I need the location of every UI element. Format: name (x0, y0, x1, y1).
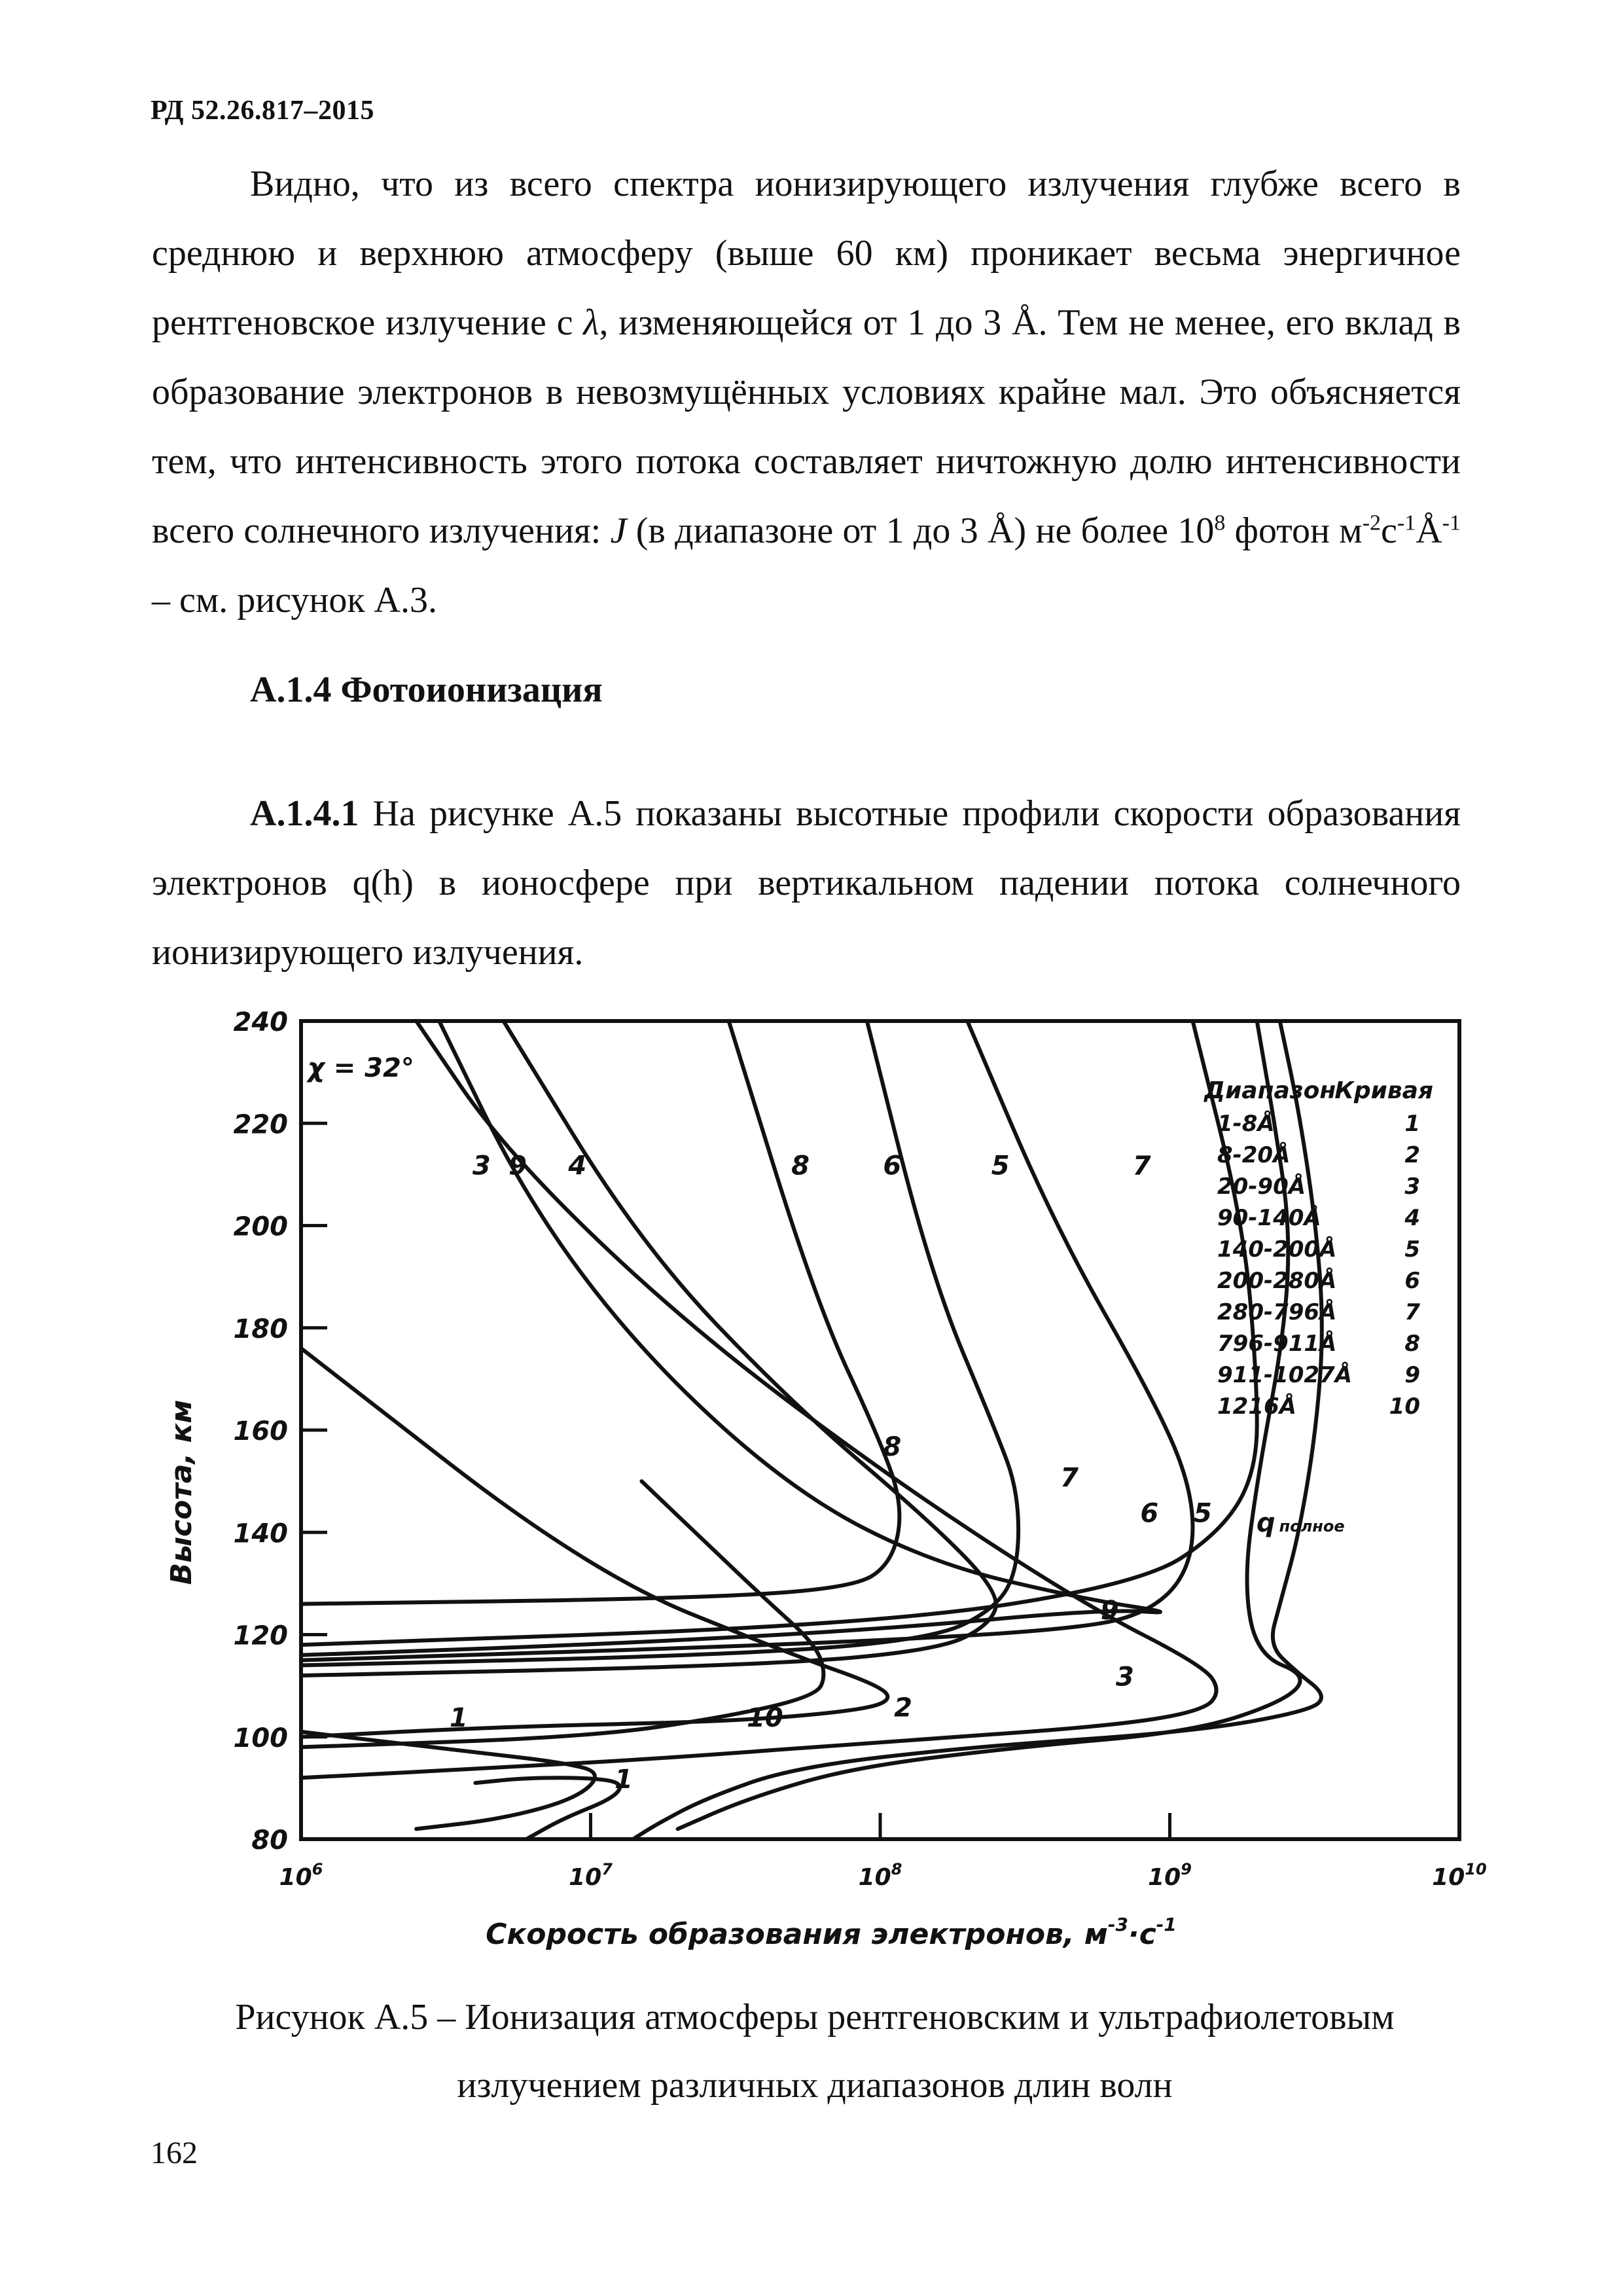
y-tick-label-240: 240 (233, 1007, 288, 1037)
y-tick-label-220: 220 (233, 1109, 288, 1140)
curve-label-13: 2 (894, 1693, 912, 1723)
legend-curve-6: 6 (1404, 1268, 1420, 1294)
curve-label-5: 5 (991, 1151, 1010, 1181)
curve-label-4: 6 (883, 1151, 902, 1181)
x-tick-label-1: $10^7$ (569, 1860, 613, 1891)
legend-range-9: 911-1027Å (1217, 1362, 1353, 1388)
y-axis-label: Высота, км (165, 1399, 198, 1585)
legend-range-1: 1-8Å (1217, 1111, 1275, 1137)
page-number: 162 (151, 2136, 198, 2170)
figure-caption (151, 1983, 1479, 2119)
curve-label-3: 8 (791, 1151, 810, 1181)
para1-units-b: с (1381, 511, 1397, 551)
chi-annotation: χ = 32° (308, 1053, 414, 1083)
para2-text: На рисунке А.5 показаны высотные профили скорости образования электронов q(h) в ионосфере при вертикальном падении потока солнечного ионизирующего излучения. (152, 793, 1461, 973)
x-axis-label-exp2: -1 (1156, 1914, 1177, 1935)
para1-text-b: , изменяющейся от 1 до 3 Å. Тем не менее, его вклад в образование электронов в невозмущённых условиях крайне мал. Это объясняется тем, что интенсивность этого потока составляет ничтожную долю интенсивности всего солнечного излучения: (152, 302, 1461, 551)
curve-label-8: 7 (1060, 1462, 1079, 1493)
curve-label-14: 10 (747, 1703, 783, 1734)
exponent-m2: -2 (1362, 511, 1382, 535)
legend-curve-2: 2 (1404, 1142, 1420, 1168)
curve-label-16: 1 (614, 1764, 633, 1795)
q-total-symbol: q (1257, 1508, 1275, 1538)
legend-curve-4: 4 (1404, 1205, 1420, 1231)
para1-tail: – см. рисунок А.3. (152, 580, 437, 620)
exponent-m1-b: -1 (1442, 511, 1461, 535)
curve-label-6: 7 (1132, 1151, 1151, 1181)
exponent-m1-a: -1 (1397, 511, 1416, 535)
legend-range-3: 20-90Å (1217, 1174, 1306, 1200)
y-tick-label-100: 100 (233, 1723, 288, 1753)
j-symbol: J (610, 511, 627, 551)
legend-curve-7: 7 (1404, 1299, 1420, 1325)
legend-range-4: 90-140Å (1217, 1205, 1321, 1231)
x-axis-label-mid: ·с (1128, 1918, 1156, 1951)
legend (1204, 1077, 1433, 1420)
x-tick-label-4: $10^{10}$ (1432, 1860, 1487, 1891)
x-axis-label (486, 1914, 1177, 1951)
x-tick-label-0: $10^6$ (279, 1860, 323, 1891)
curve-label-12: 3 (1116, 1662, 1134, 1693)
clause-number: А.1.4.1 (250, 793, 359, 834)
y-tick-label-160: 160 (233, 1416, 288, 1446)
y-tick-label-80: 80 (251, 1825, 288, 1856)
legend-range-8: 796-911Å (1217, 1331, 1337, 1357)
y-tick-label-120: 120 (233, 1621, 288, 1651)
para1-text-c: (в диапазоне от 1 до 3 Å) не более 10 (626, 511, 1215, 551)
paragraph-photoionization (152, 779, 1461, 987)
y-tick-label-200: 200 (233, 1211, 288, 1242)
curve-label-15: 1 (449, 1703, 468, 1734)
section-heading: А.1.4 Фотоионизация (250, 670, 603, 710)
lambda-symbol: λ (583, 302, 599, 343)
legend-range-6: 200-280Å (1217, 1268, 1337, 1294)
caption-line-2: излучением различных диапазонов длин волн (457, 2065, 1173, 2106)
curve-label-2: 4 (568, 1151, 587, 1181)
extra-curve-1 (301, 1481, 823, 1747)
curve-label-9: 6 (1140, 1498, 1159, 1529)
curve-label-11: 9 (1100, 1596, 1119, 1626)
para1-units-a: фотон м (1225, 511, 1363, 551)
x-tick-label-2: $10^8$ (858, 1860, 902, 1891)
legend-curve-9: 9 (1404, 1362, 1420, 1388)
curve-5 (301, 1021, 1193, 1660)
legend-curve-10: 10 (1389, 1393, 1420, 1420)
y-tick-label-140: 140 (233, 1518, 288, 1549)
x-axis-label-text: Скорость образования электронов, м (486, 1918, 1108, 1951)
x-tick-label-3: $10^9$ (1148, 1860, 1192, 1891)
curve-label-1: 9 (508, 1151, 527, 1181)
legend-header-curve: Кривая (1334, 1077, 1433, 1104)
curve-label-7: 8 (883, 1432, 902, 1463)
para1-units-c: Å (1416, 511, 1442, 551)
figure-ionization-chart (151, 988, 1499, 1970)
extra-curve-2 (475, 1778, 620, 1839)
paragraph-xray-penetration (152, 149, 1461, 635)
curve-label-0: 3 (472, 1151, 491, 1181)
legend-curve-5: 5 (1404, 1236, 1420, 1263)
exponent-8: 8 (1214, 511, 1226, 535)
curve-6 (301, 1021, 1018, 1665)
x-axis-label-exp1: -3 (1107, 1914, 1129, 1935)
y-axis (234, 1007, 328, 1856)
curve-label-10: 5 (1193, 1498, 1212, 1529)
legend-range-10: 1216Å (1217, 1393, 1296, 1420)
legend-header-range: Диапазон (1204, 1077, 1336, 1104)
document-code: РД 52.26.817–2015 (151, 96, 375, 126)
para1-text-a: Видно, что из всего спектра ионизирующего излучения глубже всего в среднюю и верхнюю атмосферу (выше 60 км) проникает весьма энергичное рентгеновское излучение с (152, 164, 1461, 343)
caption-line-1: Рисунок А.5 – Ионизация атмосферы рентгеновским и ультрафиолетовым (235, 1997, 1395, 2037)
q-total-subscript: полное (1279, 1517, 1345, 1535)
legend-curve-3: 3 (1404, 1174, 1420, 1200)
legend-range-7: 280-796Å (1217, 1299, 1337, 1325)
legend-range-2: 8-20Å (1217, 1142, 1291, 1168)
y-tick-label-180: 180 (233, 1314, 288, 1344)
chart-svg (151, 988, 1499, 1970)
curve-8 (301, 1021, 902, 1604)
legend-curve-1: 1 (1404, 1111, 1420, 1137)
legend-curve-8: 8 (1404, 1331, 1420, 1357)
legend-range-5: 140-200Å (1217, 1236, 1337, 1263)
